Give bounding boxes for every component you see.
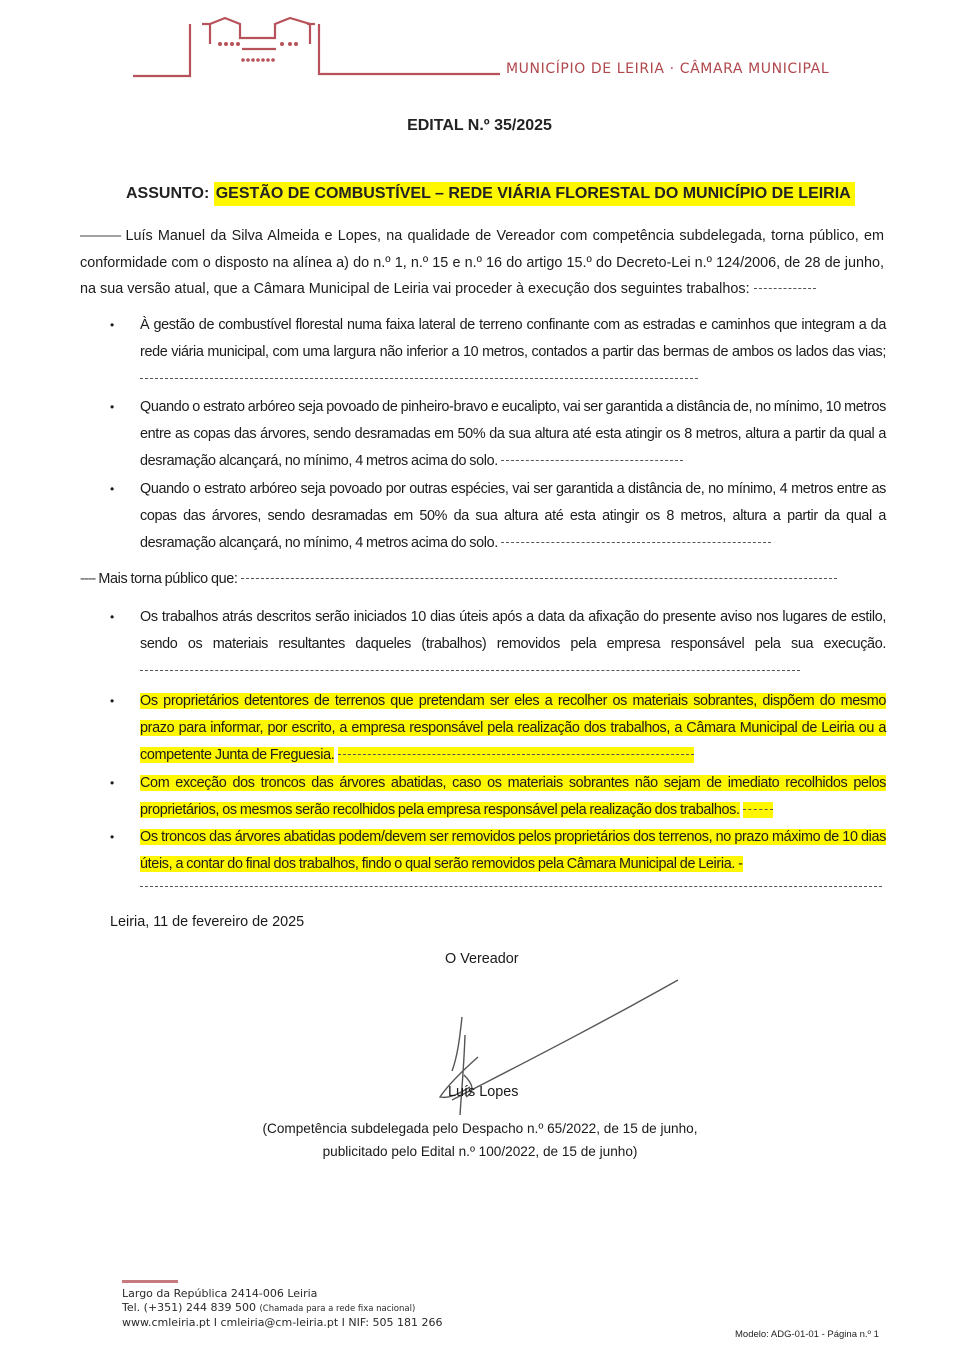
list-item-highlighted: • Com exceção dos troncos das árvores abatidas, caso os materiais sobrantes não sejam de imediato recolhidos pelos proprietários, os mesmos serão recolhidos pela empresa responsável pela realização dos trabalhos. [110, 770, 886, 824]
date-line: Leiria, 11 de fevereiro de 2025 [110, 914, 305, 930]
signer-role: O Vereador [445, 951, 519, 967]
competence-note: (Competência subdelegada pelo Despacho n.º 65/2022, de 15 de junho, publicitado pelo Edital n.º 100/2022, de 15 de junho) [262, 1121, 698, 1159]
bullet-icon: • [110, 318, 114, 332]
intro-text: Luís Manuel da Silva Almeida e Lopes, na qualidade de Vereador com competência subdelegada, torna público, em conformidade com o disposto na alínea a) do n.º 1, n.º 15 e n.º 16 do artigo 15.º do Decreto-Lei n.º 124/2006, de 28 de junho, na sua versão atual, que a Câmara Municipal de Leiria vai proceder à execução dos seguintes trabalhos: [80, 228, 885, 297]
fill-dashes [754, 288, 816, 290]
bullet-icon: • [110, 482, 114, 496]
bullet-icon: • [110, 776, 114, 790]
list-item: • Quando o estrato arbóreo seja povoado de pinheiro-bravo e eucalipto, vai ser garantida a distância de, no mínimo, 10 metros entre as copas das árvores, sendo desramadas em 50% da sua altura até esta atingir os 8 metros, altura a partir da qual a desramação alcançará, no mínimo, 4 metros acima do solo. [110, 394, 886, 475]
list-item: • Quando o estrato arbóreo seja povoado por outras espécies, vai ser garantida a distância de, no mínimo, 4 metros entre as copas das árvores, sendo desramadas em 50% da sua altura até esta atingir os 8 metros, altura a partir da qual a desramação alcançará, no mínimo, 4 metros acima do solo. [110, 476, 886, 557]
more-text: Mais torna público que: [98, 571, 238, 587]
municipality-brand: MUNICÍPIO DE LEIRIA · CÂMARA MUNICIPAL [506, 61, 830, 77]
bullet-icon: • [110, 830, 114, 844]
footer-web: www.cmleiria.pt I cmleiria@cm-leiria.pt I NIF: 505 181 266 [122, 1316, 443, 1329]
bullet-icon: • [110, 400, 114, 414]
bullet-icon: • [110, 694, 114, 708]
more-paragraph: ---- Mais torna público que: [80, 566, 884, 593]
subject-text: GESTÃO DE COMBUSTÍVEL – REDE VIÁRIA FLORESTAL DO MUNICÍPIO DE LEIRIA [214, 182, 855, 206]
list-item-highlighted: • Os troncos das árvores abatidas podem/devem ser removidos pelos proprietários dos terrenos, no prazo máximo de 10 dias úteis, a contar do final dos trabalhos, findo o qual serão removidos pela Câmara Municipal de Leiria. - [110, 824, 886, 878]
footer-contacts [122, 1287, 443, 1330]
footer-phone: Tel. (+351) 244 839 500 [122, 1301, 256, 1314]
notices-list [110, 604, 886, 887]
municipality-logo-icon [130, 14, 500, 84]
bullet-icon: • [110, 610, 114, 624]
lead-dashes: ——— [80, 228, 121, 244]
fill-dashes [140, 886, 882, 887]
footer-divider [122, 1280, 178, 1283]
footer-phone-note: (Chamada para a rede fixa nacional) [259, 1304, 416, 1314]
subject-label: ASSUNTO: [126, 185, 210, 202]
list-item: • Os trabalhos atrás descritos serão iniciados 10 dias úteis após a data da afixação do presente aviso nos lugares de estilo, sendo os materiais resultantes daqueles (trabalhos) removidos pela empresa responsável pela sua execução. [110, 604, 886, 685]
footer-address: Largo da República 2414-006 Leiria [122, 1287, 318, 1300]
signer-name: Luís Lopes [448, 1084, 519, 1100]
page-model-number: Modelo: ADG-01-01 - Página n.º 1 [735, 1329, 879, 1340]
list-item-highlighted: • Os proprietários detentores de terrenos que pretendam ser eles a recolher os materiais sobrantes, dispõem do mesmo prazo para informar, por escrito, a empresa responsável pela realização dos trabalhos, a Câmara Municipal de Leiria ou a competente Junta de Freguesia. [110, 688, 886, 769]
works-list [110, 312, 886, 557]
edital-title: EDITAL N.º 35/2025 [407, 117, 552, 134]
intro-paragraph [80, 223, 884, 303]
handwritten-signature-icon [420, 975, 690, 1135]
subject-line [126, 185, 855, 203]
list-item: • À gestão de combustível florestal numa faixa lateral de terreno confinante com as estradas e caminhos que integram a da rede viária municipal, com uma largura não inferior a 10 metros, contados a partir das bermas de ambos os lados das vias; [110, 312, 886, 393]
